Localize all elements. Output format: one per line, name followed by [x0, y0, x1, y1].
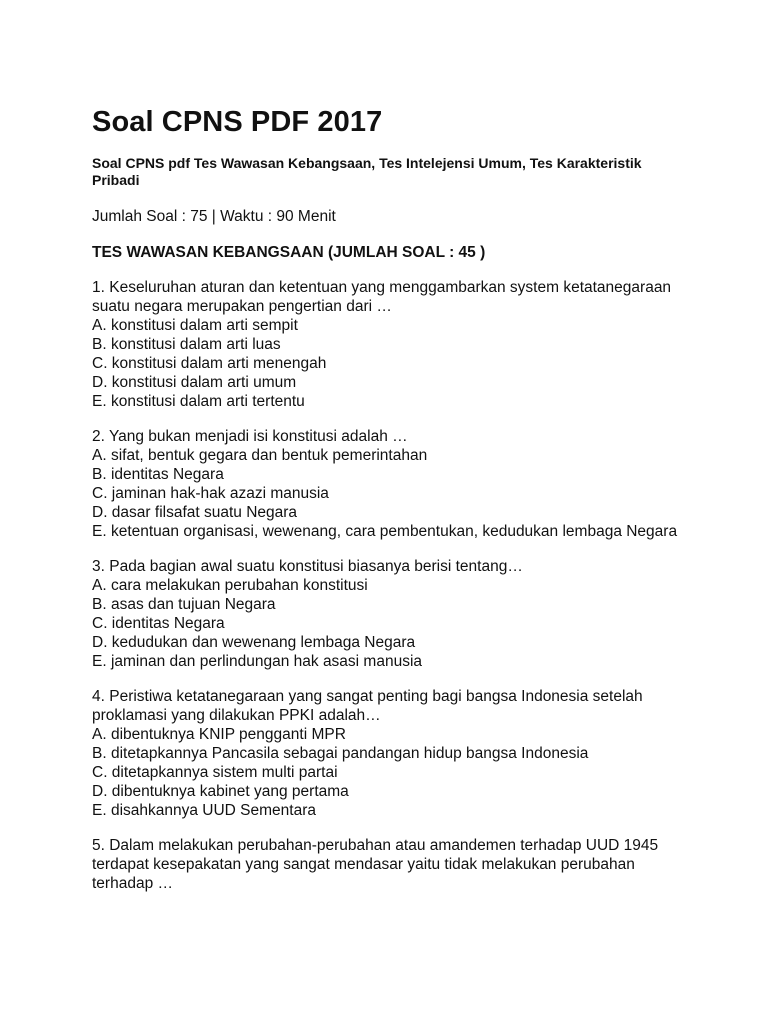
- question-option: B. asas dan tujuan Negara: [92, 596, 276, 613]
- question-option: B. ditetapkannya Pancasila sebagai pandangan hidup bangsa Indonesia: [92, 745, 589, 762]
- question-2: [92, 427, 692, 541]
- question-option: B. identitas Negara: [92, 466, 224, 483]
- question-option: C. identitas Negara: [92, 615, 225, 632]
- question-option: B. konstitusi dalam arti luas: [92, 336, 281, 353]
- question-text: 2. Yang bukan menjadi isi konstitusi adalah …: [92, 428, 408, 445]
- question-text: 1. Keseluruhan aturan dan ketentuan yang menggambarkan system ketatanegaraan suatu negara merupakan pengertian dari …: [92, 279, 672, 315]
- document-title: Soal CPNS PDF 2017: [92, 106, 383, 138]
- question-option: D. konstitusi dalam arti umum: [92, 374, 297, 391]
- question-option: A. cara melakukan perubahan konstitusi: [92, 577, 368, 594]
- document-subtitle: Soal CPNS pdf Tes Wawasan Kebangsaan, Tes Intelejensi Umum, Tes Karakteristik Pribadi: [92, 155, 642, 188]
- question-option: C. konstitusi dalam arti menengah: [92, 355, 327, 372]
- question-option: C. ditetapkannya sistem multi partai: [92, 764, 338, 781]
- question-5: [92, 836, 692, 893]
- question-4: [92, 687, 692, 820]
- question-option: A. sifat, bentuk gegara dan bentuk pemerintahan: [92, 447, 428, 464]
- question-1: [92, 278, 692, 411]
- question-option: C. jaminan hak-hak azazi manusia: [92, 485, 329, 502]
- question-option: D. dasar filsafat suatu Negara: [92, 504, 298, 521]
- question-option: A. dibentuknya KNIP pengganti MPR: [92, 726, 346, 743]
- question-option: E. jaminan dan perlindungan hak asasi manusia: [92, 653, 423, 670]
- question-option: D. kedudukan dan wewenang lembaga Negara: [92, 634, 416, 651]
- question-option: E. ketentuan organisasi, wewenang, cara pembentukan, kedudukan lembaga Negara: [92, 523, 678, 540]
- question-text: 3. Pada bagian awal suatu konstitusi biasanya berisi tentang…: [92, 558, 523, 575]
- document-content: [92, 104, 692, 893]
- exam-meta: Jumlah Soal : 75 | Waktu : 90 Menit: [92, 208, 336, 225]
- question-option: E. disahkannya UUD Sementara: [92, 802, 317, 819]
- question-text: 4. Peristiwa ketatanegaraan yang sangat penting bagi bangsa Indonesia setelah proklamasi yang dilakukan PPKI adalah…: [92, 688, 643, 724]
- question-option: D. dibentuknya kabinet yang pertama: [92, 783, 349, 800]
- question-3: [92, 557, 692, 671]
- question-option: E. konstitusi dalam arti tertentu: [92, 393, 305, 410]
- question-option: A. konstitusi dalam arti sempit: [92, 317, 298, 334]
- question-text: 5. Dalam melakukan perubahan-perubahan atau amandemen terhadap UUD 1945 terdapat kesepakatan yang sangat mendasar yaitu tidak melakukan perubahan terhadap …: [92, 837, 659, 892]
- section-heading: TES WAWASAN KEBANGSAAN (JUMLAH SOAL : 45 ): [92, 244, 486, 261]
